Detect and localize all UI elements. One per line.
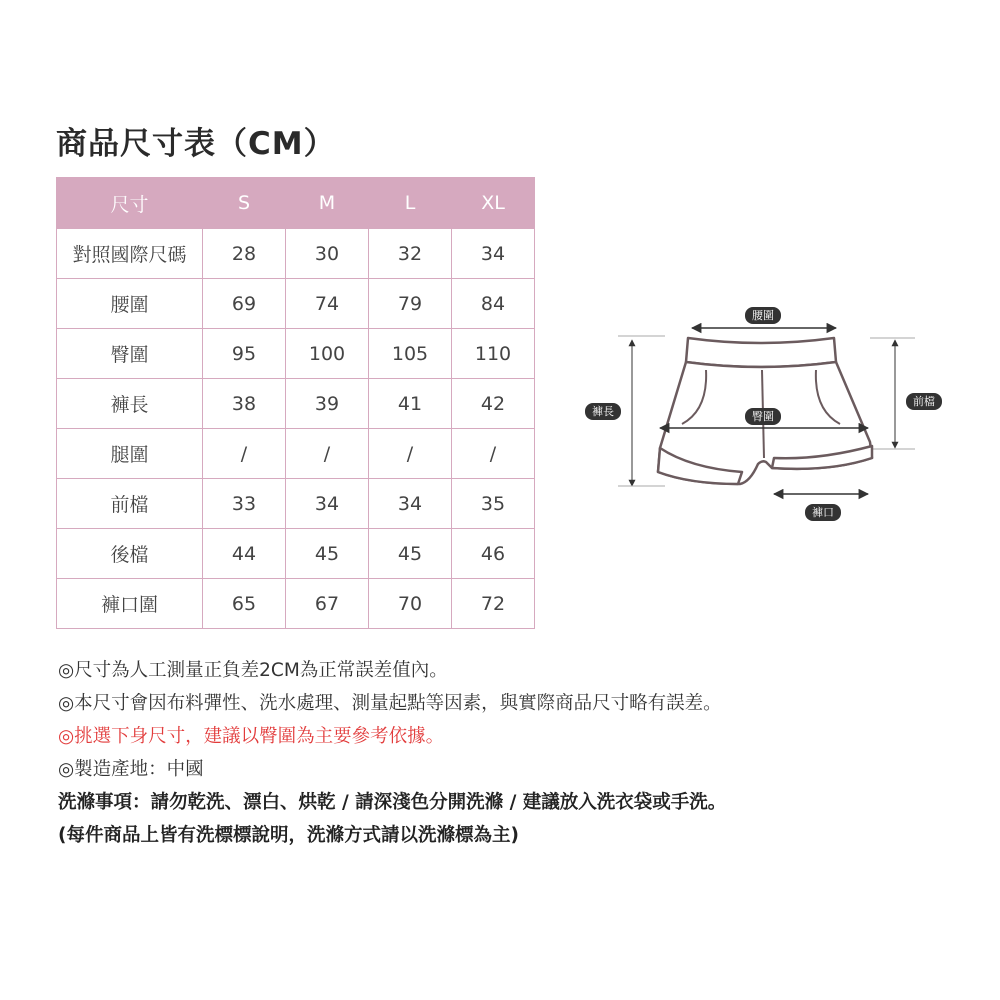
row-label: 褲口圍 [57, 579, 203, 629]
table-cell: 38 [203, 379, 286, 429]
length-label: 褲長 [585, 403, 621, 420]
notes-section [58, 654, 958, 852]
table-cell: / [286, 429, 369, 479]
table-cell: 95 [203, 329, 286, 379]
shorts-diagram [570, 300, 950, 530]
table-cell: / [203, 429, 286, 479]
row-label: 腰圍 [57, 279, 203, 329]
size-table [56, 177, 535, 629]
table-cell: 79 [369, 279, 452, 329]
table-cell: 67 [286, 579, 369, 629]
table-cell: 35 [452, 479, 535, 529]
table-cell: / [452, 429, 535, 479]
table-header-cell: S [203, 178, 286, 229]
table-cell: 110 [452, 329, 535, 379]
row-label: 後檔 [57, 529, 203, 579]
table-header-cell: XL [452, 178, 535, 229]
waist-label: 腰圍 [745, 307, 781, 324]
table-row [57, 529, 535, 579]
table-cell: 45 [286, 529, 369, 579]
table-cell: 44 [203, 529, 286, 579]
table-cell: 70 [369, 579, 452, 629]
table-row [57, 329, 535, 379]
table-header-row [57, 178, 535, 229]
row-label: 臀圍 [57, 329, 203, 379]
note-size-variance: ◎本尺寸會因布料彈性、洗水處理、測量起點等因素，與實際商品尺寸略有誤差。 [58, 693, 722, 714]
table-cell: 42 [452, 379, 535, 429]
table-cell: 74 [286, 279, 369, 329]
note-washing: 洗滌事項：請勿乾洗、漂白、烘乾 / 請深淺色分開洗滌 / 建議放入洗衣袋或手洗。 [58, 792, 727, 813]
table-row [57, 579, 535, 629]
note-wash-label: (每件商品上皆有洗標標說明，洗滌方式請以洗滌標為主) [58, 825, 519, 846]
leg-opening-label: 褲口 [805, 504, 841, 521]
table-cell: / [369, 429, 452, 479]
table-cell: 65 [203, 579, 286, 629]
table-header-cell: M [286, 178, 369, 229]
table-row [57, 279, 535, 329]
table-cell: 41 [369, 379, 452, 429]
row-label: 腿圍 [57, 429, 203, 479]
table-cell: 28 [203, 229, 286, 279]
table-row [57, 229, 535, 279]
table-cell: 105 [369, 329, 452, 379]
note-measurement-tolerance: ◎尺寸為人工測量正負差2CM為正常誤差值內。 [58, 660, 448, 681]
table-cell: 100 [286, 329, 369, 379]
page-title: 商品尺寸表（CM） [56, 126, 336, 162]
row-label: 前檔 [57, 479, 203, 529]
table-header-cell: 尺寸 [57, 178, 203, 229]
hip-label: 臀圍 [745, 408, 781, 425]
front-rise-label: 前檔 [906, 393, 942, 410]
table-cell: 72 [452, 579, 535, 629]
note-origin: ◎製造產地：中國 [58, 759, 204, 780]
table-cell: 33 [203, 479, 286, 529]
table-cell: 69 [203, 279, 286, 329]
table-cell: 84 [452, 279, 535, 329]
row-label: 對照國際尺碼 [57, 229, 203, 279]
table-cell: 34 [369, 479, 452, 529]
table-row [57, 379, 535, 429]
table-cell: 30 [286, 229, 369, 279]
table-cell: 46 [452, 529, 535, 579]
row-label: 褲長 [57, 379, 203, 429]
table-cell: 45 [369, 529, 452, 579]
note-size-advice: ◎挑選下身尺寸，建議以臀圍為主要參考依據。 [58, 726, 445, 747]
table-row [57, 429, 535, 479]
table-cell: 34 [286, 479, 369, 529]
table-cell: 34 [452, 229, 535, 279]
table-cell: 39 [286, 379, 369, 429]
table-row [57, 479, 535, 529]
table-cell: 32 [369, 229, 452, 279]
table-header-cell: L [369, 178, 452, 229]
